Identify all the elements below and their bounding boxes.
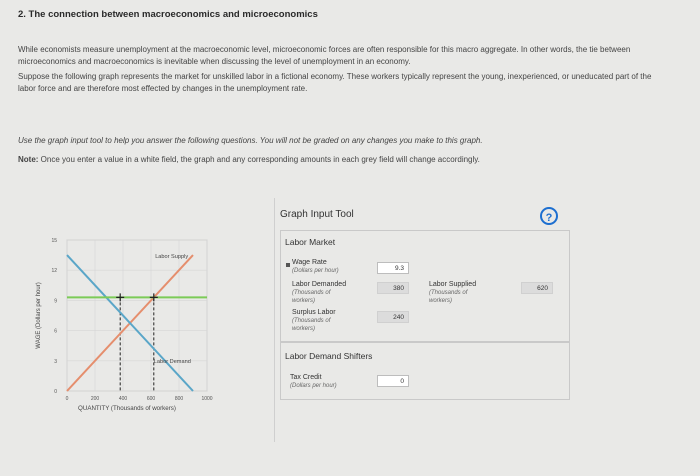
labor-market-title: Labor Market <box>285 237 336 247</box>
x-tick-label: 600 <box>146 396 156 402</box>
y-tick-label: 3 <box>54 358 57 365</box>
wage-rate-label: Wage Rate (Dollars per hour) <box>292 259 339 274</box>
x-tick-label: 800 <box>174 396 184 402</box>
supply-label: Labor Supply <box>155 254 189 261</box>
x-tick-label: 1000 <box>201 396 213 402</box>
demand-label: Labor Demand <box>153 358 191 365</box>
y-tick-label: 12 <box>51 268 57 275</box>
tax-credit-input[interactable]: 0 <box>377 375 409 387</box>
wage-rate-input[interactable]: 9.3 <box>377 262 409 274</box>
y-tick-label: 6 <box>54 328 57 335</box>
demand-shifters-section <box>280 342 570 400</box>
help-icon[interactable]: ? <box>540 207 558 225</box>
intro-paragraph: While economists measure unemployment at the macroeconomic level, microeconomic forces are often responsible for this macro aggregate. In other words, the tie between microeconomics and macroeconomics is inevitable when discussing the level of unemployment in an economy. <box>18 45 631 66</box>
chart-svg[interactable] <box>22 228 262 424</box>
note-text <box>18 154 668 166</box>
x-axis-title: QUANTITY (Thousands of workers) <box>78 405 176 412</box>
labor-market-graph[interactable] <box>22 228 262 424</box>
note-label: Note: <box>18 155 39 164</box>
y-axis-title: WAGE (Dollars per hour) <box>36 282 42 349</box>
x-tick-label: 400 <box>118 396 128 402</box>
labor-supplied-value: 620 <box>521 282 553 294</box>
surplus-labor-value: 240 <box>377 311 409 323</box>
y-tick-label: 0 <box>54 389 57 395</box>
x-tick-label: 200 <box>90 396 100 402</box>
note-body: Once you enter a value in a white field, the graph and any corresponding amounts in each grey field will change accordingly. <box>38 155 480 164</box>
labor-market-section <box>280 230 570 342</box>
labor-supplied-label: Labor Supplied (Thousands of workers) <box>429 281 477 304</box>
tool-title: Graph Input Tool <box>280 209 354 220</box>
instruction-text: Use the graph input tool to help you answer the following questions. You will not be graded on any changes you make to this graph. <box>18 136 483 145</box>
y-tick-label: 15 <box>51 238 57 244</box>
x-tick-label: 0 <box>65 396 69 402</box>
y-tick-label: 9 <box>54 298 57 305</box>
bullet-icon <box>286 263 290 267</box>
tax-credit-label: Tax Credit (Dollars per hour) <box>290 374 337 389</box>
scenario-paragraph: Suppose the following graph represents the market for unskilled labor in a fictional economy. These workers typically represent the young, inexperienced, or uneducated part of the labor force and are therefore most effected by changes in the unemployment rate. <box>18 72 652 93</box>
demand-shifters-title: Labor Demand Shifters <box>285 351 373 361</box>
surplus-labor-label: Surplus Labor (Thousands of workers) <box>292 309 336 332</box>
question-title: 2. The connection between macroeconomics and microeconomics <box>18 9 318 20</box>
labor-demanded-value: 380 <box>377 282 409 294</box>
labor-demanded-label: Labor Demanded (Thousands of workers) <box>292 281 347 304</box>
